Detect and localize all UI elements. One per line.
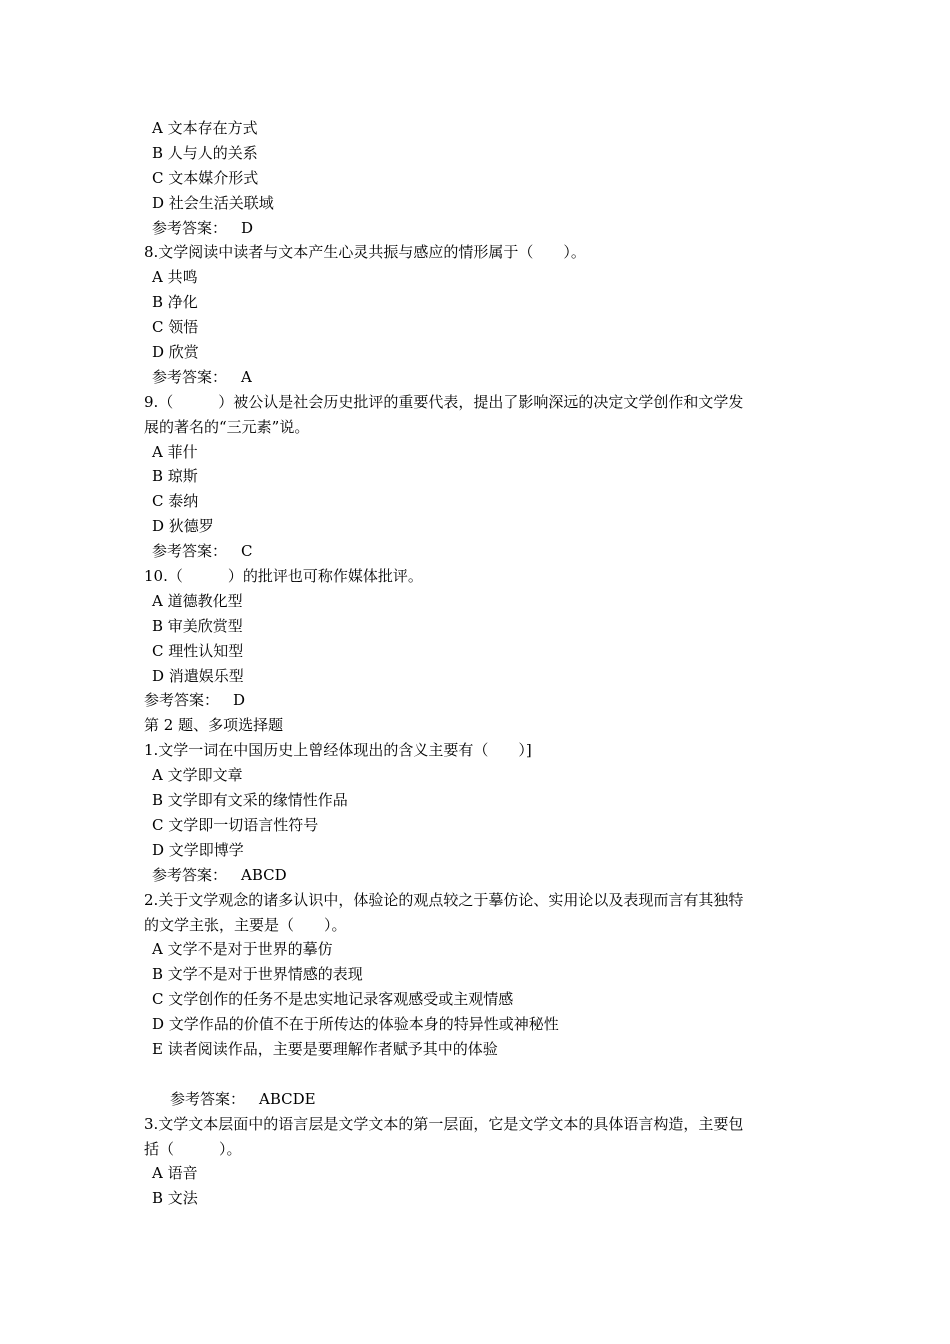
m2-stem-line2: 的文学主张，主要是（ ）。 — [144, 915, 347, 934]
q10-option-c: C 理性认知型 — [152, 641, 244, 660]
answer-label: 参考答案： — [152, 865, 228, 884]
q10-option-a: A 道德教化型 — [152, 591, 243, 610]
answer-label: 参考答案： — [144, 691, 220, 710]
q8-option-b: B 净化 — [152, 293, 198, 312]
m3-stem-line1: 3.文学文本层面中的语言层是文学文本的第一层面，它是文学文本的具体语言构造，主要包 — [144, 1114, 744, 1133]
q8-answer — [144, 365, 814, 390]
q10-stem: 10.（ ）的批评也可称作媒体批评。 — [144, 567, 423, 586]
q10-option-d: D 消遣娱乐型 — [152, 666, 244, 685]
m3-option-a: A 语音 — [152, 1164, 198, 1183]
m1-stem: 1.文学一词在中国历史上曾经体现出的含义主要有（ ）] — [144, 741, 532, 760]
m2-option-a: A 文学不是对于世界的摹仿 — [152, 940, 333, 959]
q8-option-c: C 领悟 — [152, 318, 199, 337]
q8-stem: 8.文学阅读中读者与文本产生心灵共振与感应的情形属于（ ）。 — [144, 243, 586, 262]
m2-stem-line1: 2.关于文学观念的诸多认识中，体验论的观点较之于摹仿论、实用论以及表现而言有其独特 — [144, 890, 744, 909]
document-content — [144, 116, 814, 1211]
section-heading: 第 2 题、多项选择题 — [144, 716, 284, 735]
q9-stem-line1: 9.（ ）被公认是社会历史批评的重要代表，提出了影响深远的决定文学创作和文学发 — [144, 392, 744, 411]
m2-option-b: B 文学不是对于世界情感的表现 — [152, 965, 363, 984]
q10-answer-value: D — [233, 691, 246, 710]
answer-label: 参考答案： — [170, 1089, 246, 1108]
q9-option-c: C 泰纳 — [152, 492, 199, 511]
answer-label: 参考答案： — [152, 542, 228, 561]
m1-answer-value: ABCD — [241, 865, 287, 884]
q7-answer — [144, 216, 814, 241]
q10-answer — [144, 688, 814, 713]
q7-option-c: C 文本媒介形式 — [152, 168, 259, 187]
m2-answer-value: ABCDE — [259, 1089, 316, 1108]
answer-label: 参考答案： — [152, 218, 228, 237]
m1-option-c: C 文学即一切语言性符号 — [152, 815, 319, 834]
q9-stem-line2: 展的著名的“三元素”说。 — [144, 417, 310, 436]
q7-option-d: D 社会生活关联域 — [152, 193, 274, 212]
q9-option-b: B 琼斯 — [152, 467, 198, 486]
blank-line — [144, 1062, 814, 1087]
q8-answer-value: A — [241, 367, 252, 386]
q7-option-b: B 人与人的关系 — [152, 143, 258, 162]
m1-option-a: A 文学即文章 — [152, 766, 243, 785]
m1-answer — [144, 863, 814, 888]
q9-option-d: D 狄德罗 — [152, 517, 214, 536]
q9-answer — [144, 539, 814, 564]
q9-option-a: A 菲什 — [152, 442, 198, 461]
m3-stem-line2: 括（ ）。 — [144, 1139, 242, 1158]
m1-option-d: D 文学即博学 — [152, 840, 244, 859]
m1-option-b: B 文学即有文采的缘情性作品 — [152, 791, 348, 810]
answer-label: 参考答案： — [152, 367, 228, 386]
q8-option-a: A 共鸣 — [152, 268, 198, 287]
q9-answer-value: C — [241, 542, 253, 561]
q7-option-a: A 文本存在方式 — [152, 119, 258, 137]
q10-option-b: B 审美欣赏型 — [152, 616, 243, 635]
q7-answer-value: D — [241, 218, 254, 237]
q8-option-d: D 欣赏 — [152, 343, 199, 362]
m3-option-b: B 文法 — [152, 1189, 198, 1208]
m2-option-d: D 文学作品的价值不在于所传达的体验本身的特异性或神秘性 — [152, 1015, 559, 1034]
m2-answer — [144, 1087, 814, 1112]
m2-option-e: E 读者阅读作品，主要是要理解作者赋予其中的体验 — [152, 1039, 498, 1058]
m2-option-c: C 文学创作的任务不是忠实地记录客观感受或主观情感 — [152, 990, 514, 1009]
